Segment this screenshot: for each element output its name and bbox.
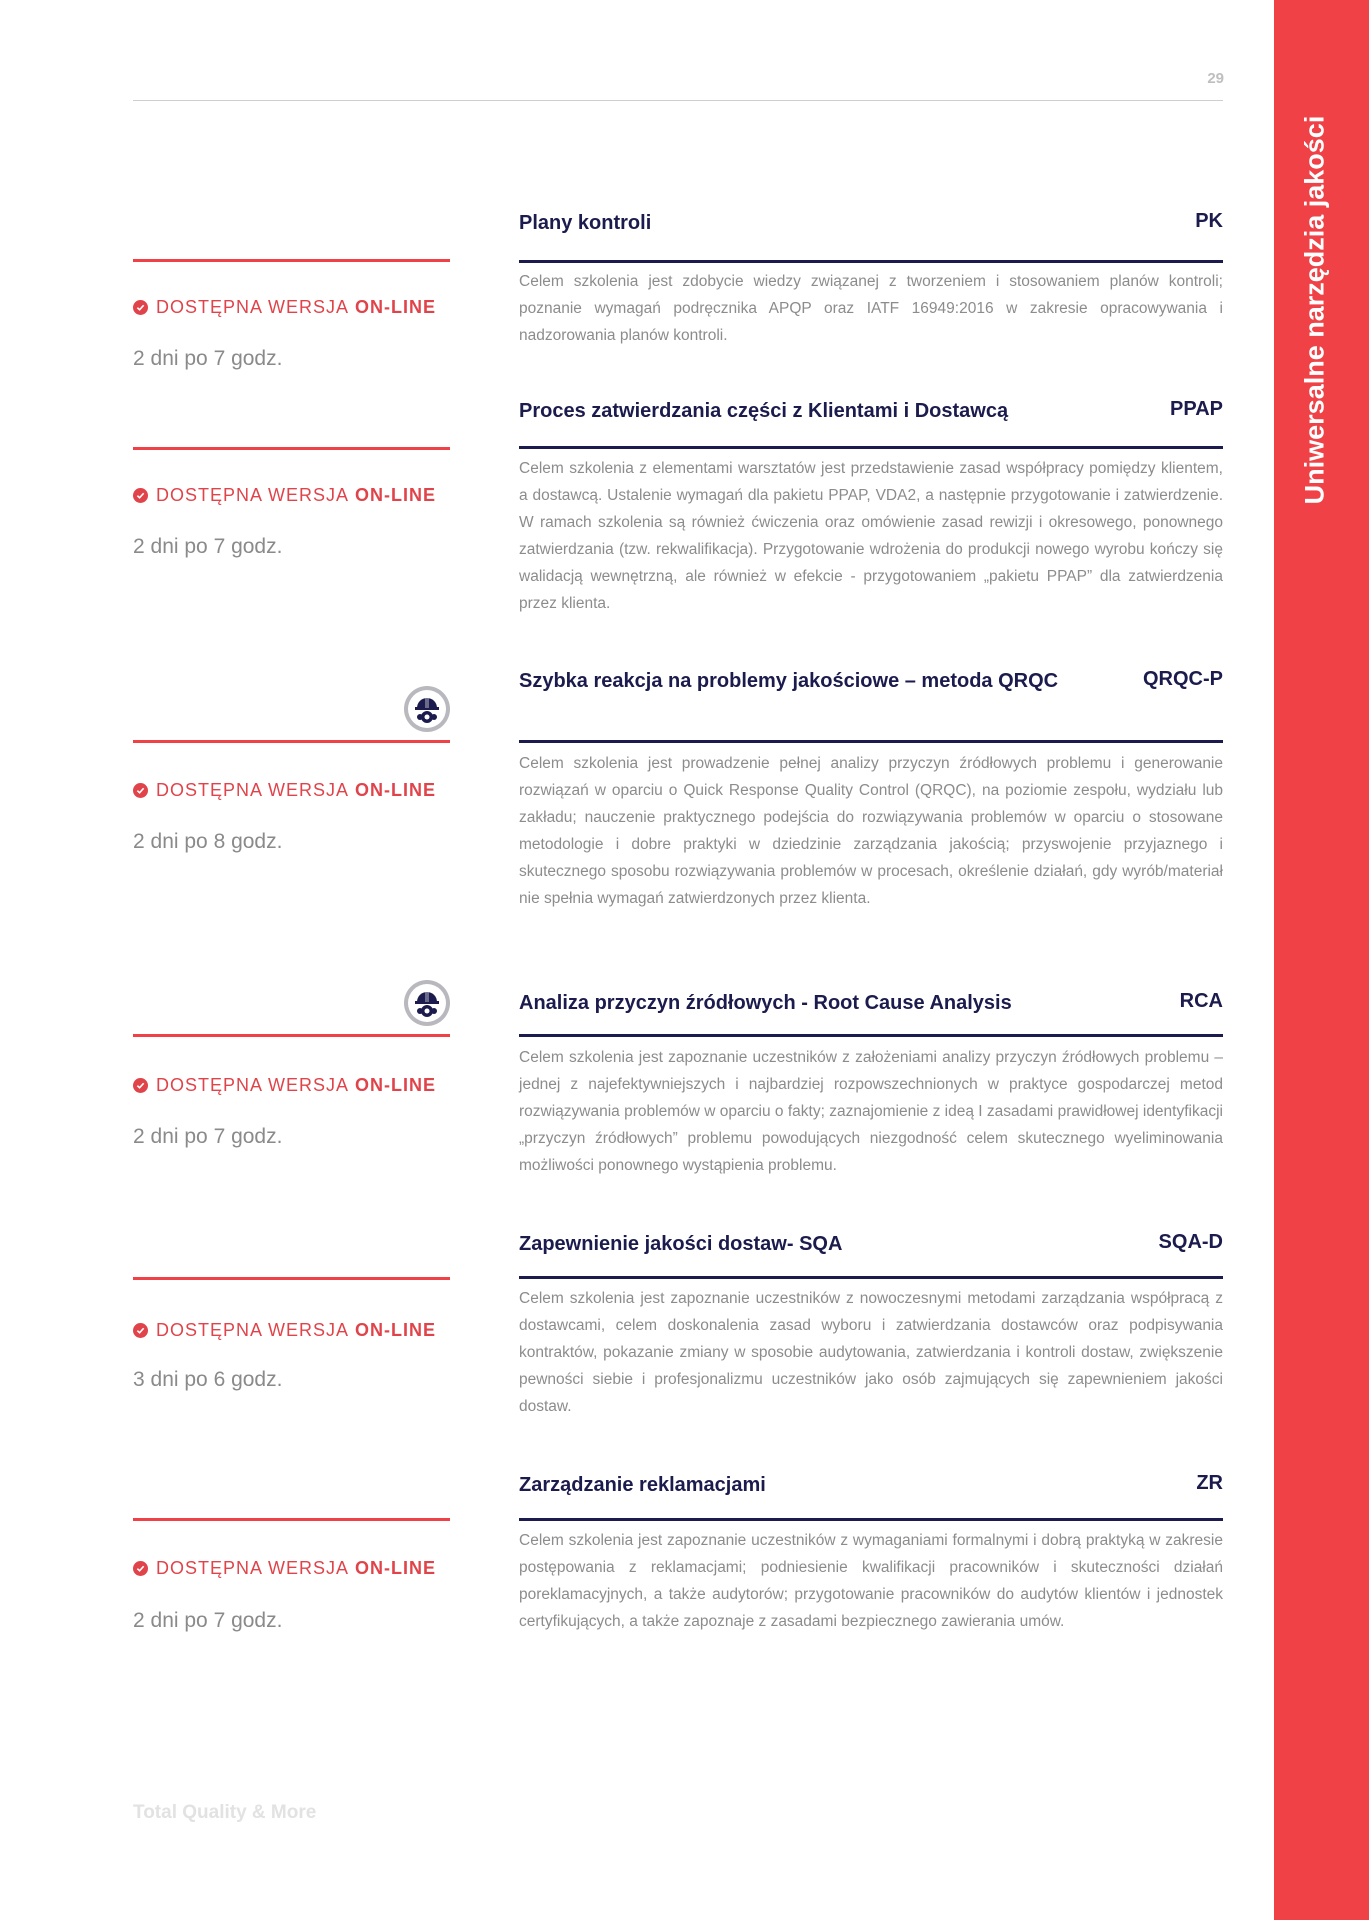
side-title-box [1295, 100, 1335, 520]
course-duration: 3 dni po 6 godz. [133, 1368, 283, 1391]
online-prefix: DOSTĘPNA WERSJA [156, 1074, 350, 1095]
title-divider [519, 740, 1223, 743]
check-icon [133, 488, 148, 503]
online-availability [133, 1558, 436, 1578]
check-icon [133, 300, 148, 315]
course-code: PK [1195, 210, 1223, 232]
title-divider [519, 1276, 1223, 1279]
course-code: ZR [1196, 1472, 1223, 1494]
course-duration: 2 dni po 7 godz. [133, 1609, 283, 1632]
online-availability [133, 1320, 436, 1340]
course-description: Celem szkolenia jest zdobycie wiedzy związanej z tworzeniem i stosowaniem planów kontroli; poznanie wymagań podręcznika APQP oraz IATF 16949:2016 w zakresie opracowywania i nadzorowania planów kontroli. [519, 273, 1223, 344]
accent-divider [133, 1518, 450, 1521]
course-description: Celem szkolenia jest zapoznanie uczestników z wymaganiami formalnymi i dobrą praktyką w zakresie postępowania z reklamacjami; podniesienie kwalifikacji pracowników i skuteczności działań poreklamacyjnych, a także audytorów; przygotowanie pracowników do audytów klientów i jednostek certyfikujących, a także zapoznaje z zasadami bezpiecznego zawierania umów. [519, 1532, 1223, 1630]
course-code: SQA-D [1158, 1231, 1223, 1253]
accent-divider [133, 259, 450, 262]
course-title: Szybka reakcja na problemy jakościowe – metoda QRQC [519, 670, 1059, 692]
online-prefix: DOSTĘPNA WERSJA [156, 484, 350, 505]
side-title: Uniwersalne narzędzia jakości [1299, 115, 1330, 505]
header-divider [133, 100, 1223, 101]
check-icon [133, 783, 148, 798]
online-availability [133, 485, 436, 505]
online-prefix: DOSTĘPNA WERSJA [156, 1319, 350, 1340]
check-icon [133, 1323, 148, 1338]
online-highlight: ON-LINE [355, 1319, 437, 1340]
course-code: RCA [1179, 990, 1223, 1012]
accent-divider [133, 1034, 450, 1037]
online-highlight: ON-LINE [355, 1557, 437, 1578]
course-title: Analiza przyczyn źródłowych - Root Cause Analysis [519, 992, 1012, 1014]
accent-divider [133, 447, 450, 450]
worker-gear-icon [404, 686, 450, 732]
online-highlight: ON-LINE [355, 296, 437, 317]
badge-icon [404, 980, 450, 1026]
online-prefix: DOSTĘPNA WERSJA [156, 779, 350, 800]
course-title: Plany kontroli [519, 212, 652, 234]
footer-brand: Total Quality & More [133, 1802, 317, 1823]
title-divider [519, 1518, 1223, 1521]
course-code: QRQC-P [1143, 668, 1223, 690]
online-highlight: ON-LINE [355, 779, 437, 800]
online-availability [133, 1075, 436, 1095]
badge-icon [404, 686, 450, 732]
online-prefix: DOSTĘPNA WERSJA [156, 1557, 350, 1578]
online-highlight: ON-LINE [355, 484, 437, 505]
worker-gear-icon [404, 980, 450, 1026]
online-prefix: DOSTĘPNA WERSJA [156, 296, 350, 317]
title-divider [519, 1034, 1223, 1037]
course-description: Celem szkolenia jest zapoznanie uczestników z założeniami analizy przyczyn źródłowych problemu – jednej z najefektywniejszych i najbardziej rozpowszechnionych w praktyce gospodarczej metod rozwiązywania problemów w oparciu o fakty; zaznajomienie z ideą I zasadami prawidłowej identyfikacji „przyczyn źródłowych” problemu powodujących niezgodność celem skutecznego wyeliminowania możliwości ponownego wystąpienia problemu. [519, 1049, 1223, 1174]
accent-divider [133, 1277, 450, 1280]
course-title: Zarządzanie reklamacjami [519, 1474, 766, 1496]
course-duration: 2 dni po 8 godz. [133, 830, 283, 853]
course-duration: 2 dni po 7 godz. [133, 347, 283, 370]
title-divider [519, 446, 1223, 449]
page-number: 29 [1207, 70, 1224, 87]
check-icon [133, 1078, 148, 1093]
online-availability [133, 297, 436, 317]
course-code: PPAP [1170, 398, 1223, 420]
online-highlight: ON-LINE [355, 1074, 437, 1095]
course-title: Proces zatwierdzania części z Klientami i Dostawcą [519, 400, 1009, 422]
course-description: Celem szkolenia jest zapoznanie uczestników z nowoczesnymi metodami zarządzania współpracą z dostawcami, celem doskonalenia zasad wyboru i zatwierdzania dostawców oraz podpisywania kontraktów, pokazanie zmiany w sposobie audytowania, zatwierdzania i kontroli dostaw, zwiększenie pewności siebie i profesjonalizmu uczestników jako osób zajmujących się zapewnieniem jakości dostaw. [519, 1290, 1223, 1415]
course-description: Celem szkolenia jest prowadzenie pełnej analizy przyczyn źródłowych problemu i generowanie rozwiązań w oparciu o Quick Response Quality Control (QRQC), na poziomie zespołu, wydziału lub zakładu; nauczenie praktycznego podejścia do rozwiązywania problemów w oparciu o stosowane metodologie i dobre praktyki w dziedzinie zarządzania jakością; przyswojenie przyjaznego i skutecznego sposobu rozwiązywania problemów w procesach, określenie działań, gdy wyrób/materiał nie spełnia wymagań zatwierdzonych przez klienta. [519, 755, 1223, 907]
online-availability [133, 780, 436, 800]
check-icon [133, 1561, 148, 1576]
course-duration: 2 dni po 7 godz. [133, 1125, 283, 1148]
course-duration: 2 dni po 7 godz. [133, 535, 283, 558]
title-divider [519, 260, 1223, 263]
course-title: Zapewnienie jakości dostaw- SQA [519, 1233, 843, 1255]
accent-divider [133, 740, 450, 743]
course-description: Celem szkolenia z elementami warsztatów jest przedstawienie zasad współpracy pomiędzy klientem, a dostawcą. Ustalenie wymagań dla pakietu PPAP, VDA2, a następnie przygotowanie i zatwierdzenie. W ramach szkolenia są również ćwiczenia oraz omówienie zasad rewizji i okresowego, ponownego zatwierdzania (tzw. rekwalifikacja). Przygotowanie wdrożenia do produkcji nowego wyrobu kończy się walidacją wewnętrzną, ale również w efekcie - przygotowaniem „pakietu PPAP” dla zatwierdzenia przez klienta. [519, 460, 1223, 612]
